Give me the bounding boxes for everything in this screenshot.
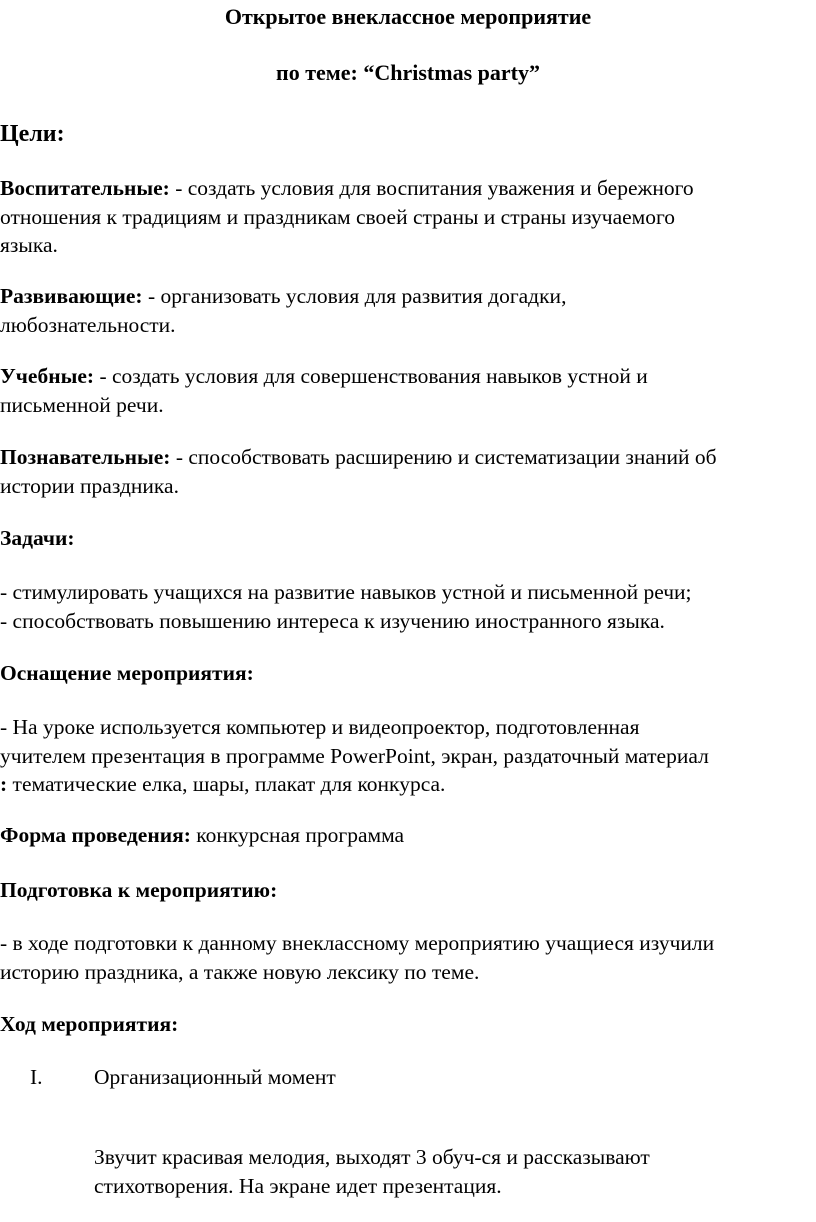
prep-line2: историю праздника, а также новую лексику по теме. <box>0 959 480 984</box>
goal-educational-line3: языка. <box>0 233 58 257</box>
equipment-line3: тематические елка, шары, плакат для конкурса. <box>7 772 446 796</box>
goal-learning-line1: - создать условия для совершенствования навыков устной и <box>94 364 648 388</box>
goal-learning-label: Учебные: <box>0 364 95 388</box>
tasks-heading: Задачи: <box>0 526 75 550</box>
goal-educational <box>0 174 816 260</box>
goal-cognitive <box>0 443 816 500</box>
goal-cognitive-line1: - способствовать расширению и систематизации знаний об <box>170 445 717 469</box>
form-text <box>0 821 816 850</box>
equipment-text <box>0 713 816 799</box>
task-item: - стимулировать учащихся на развитие навыков устной и письменной речи; <box>0 580 692 604</box>
prep-heading: Подготовка к мероприятию: <box>0 878 278 902</box>
prep-text <box>0 929 816 986</box>
prep-line1: - в ходе подготовки к данному внеклассному мероприятию учащиеся изучили <box>0 931 715 955</box>
melody-text <box>94 1143 794 1200</box>
form-value: конкурсная программа <box>190 823 405 847</box>
goal-developing-line2: любознательности. <box>0 312 176 337</box>
melody-line2: стихотворения. На экране идет презентация. <box>94 1173 502 1198</box>
goal-cognitive-label: Познавательные: <box>0 445 171 469</box>
equipment-line1: - На уроке используется компьютер и видеопроектор, подготовленная <box>0 715 640 739</box>
document-subtitle: по теме: “Christmas party” <box>276 60 540 85</box>
goal-developing-label: Развивающие: <box>0 284 143 308</box>
form-label: Форма проведения: <box>0 823 191 847</box>
goals-heading: Цели: <box>0 121 65 147</box>
list-marker: I. <box>30 1065 43 1089</box>
goal-cognitive-line2: истории праздника. <box>0 473 179 498</box>
course-heading: Ход мероприятия: <box>0 1012 179 1036</box>
document-title: Открытое внеклассное мероприятие <box>224 4 592 29</box>
goal-developing-line1: - организовать условия для развития догадки, <box>142 284 567 308</box>
tasks-list <box>0 578 816 635</box>
task-item: - способствовать повышению интереса к изучению иностранного языка. <box>0 608 665 633</box>
equipment-line2: учителем презентация в программе PowerPoint, экран, раздаточный материал <box>0 743 709 768</box>
goal-educational-label: Воспитательные: <box>0 176 170 200</box>
equipment-heading: Оснащение мероприятия: <box>0 661 254 685</box>
goal-learning-line2: письменной речи. <box>0 392 164 417</box>
equipment-colon: : <box>0 772 8 796</box>
goal-educational-line2: отношения к традициям и праздникам своей страны и страны изучаемого <box>0 204 676 229</box>
list-item-text: Организационный момент <box>94 1065 336 1089</box>
goal-educational-line1: - создать условия для воспитания уважения и бережного <box>169 176 694 200</box>
goal-learning <box>0 362 816 419</box>
melody-line1: Звучит красивая мелодия, выходят 3 обуч-ся и рассказывают <box>94 1145 650 1169</box>
goal-developing <box>0 282 816 339</box>
